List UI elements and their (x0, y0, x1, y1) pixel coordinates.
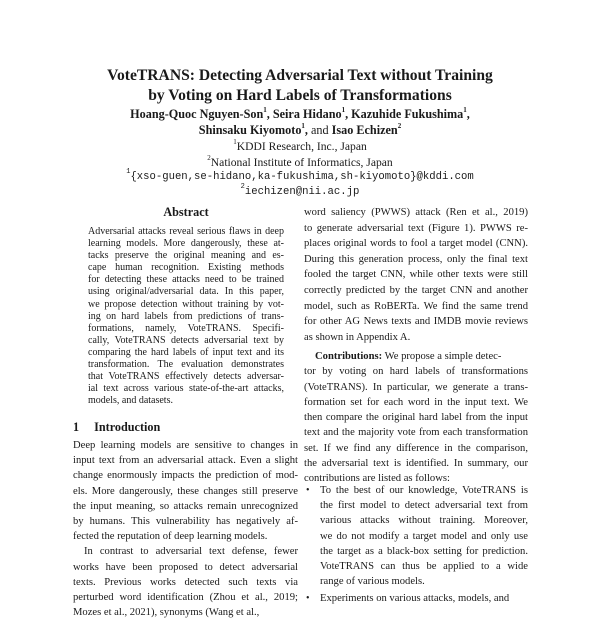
affiliation-text: National Institute of Informatics, Japan (210, 155, 393, 169)
text-line: perturbed word identification (Zhou et al., 2019; (73, 592, 298, 604)
text-line: els. More dangerously, these changes still preserve (73, 485, 298, 497)
affiliation-text: KDDI Research, Inc., Japan (236, 140, 367, 153)
text-line: tacks preserve the original meaning and es- (88, 250, 284, 262)
text-line: learning models. More dangerously, these at- (88, 238, 284, 250)
aff-mark: 1 (301, 122, 305, 130)
text-line: In contrast to adversarial text defense, fewer (84, 546, 298, 558)
aff-mark: 2 (397, 122, 402, 130)
text-line: Deep learning models are sensitive to changes in (73, 440, 298, 451)
author-line: Hoang-Quoc Nguyen-Son$^1$, Seira Hidano$^1$, Kazuhide Fukushima$^1$, (130, 106, 470, 121)
text-line: correctly predicted by the target CNN and another (304, 284, 528, 296)
text-line: fooled the target CNN, while other texts were still (304, 269, 528, 281)
run-in-heading: Contributions: (315, 351, 383, 362)
text-line: word saliency (PWWS) attack (Ren et al., 2019) (304, 207, 528, 218)
text-line: VoteTRANS can thus be applied to a wide (320, 561, 528, 573)
text-line: by humans. This vulnerability has negatively af- (73, 516, 298, 528)
text-line: for other AG News texts and IMDB movie reviews (304, 316, 528, 328)
abstract-body (88, 226, 284, 407)
text-line: tor by voting on hard labels of transformations (304, 366, 528, 378)
text-line: range of various models. (320, 576, 425, 588)
text-line: formations, namely, VoteTRANS. Specifi- (88, 322, 284, 334)
right-column-paragraph (304, 205, 528, 345)
text-line: models, and datasets. (88, 395, 173, 407)
author-name: Seira Hidano (272, 107, 342, 121)
bullet-marker: • (306, 485, 310, 496)
text-line: To the best of our knowledge, VoteTRANS is (320, 485, 528, 496)
text-line: we do not modify a target model and only use (320, 530, 528, 542)
and-word: and (311, 123, 329, 137)
title-line: by Voting on Hard Labels of Transformations (148, 87, 452, 104)
section-number: 1 (73, 420, 80, 434)
text-line: formation set for each word in the input text. We (304, 396, 528, 408)
text-line: as shown in Appendix A. (304, 331, 411, 343)
author-line: Shinsaku Kiyomoto$^1$, and Isao Echizen$^2$ (198, 122, 402, 137)
aff-mark: 2 (240, 183, 245, 191)
bullet-marker: • (306, 593, 310, 604)
text-line: the input meaning, so attacks remain unrecognized (73, 500, 298, 512)
text-line: set. If we find any difference in the comparison, (304, 442, 528, 454)
text-line: using original/adversarial data. In this paper, (88, 286, 284, 298)
text-line: model, such as RoBERTa. We find the same trend (304, 300, 528, 312)
text-line: various attacks without training. Moreover, (320, 515, 528, 527)
section-title: Introduction (94, 420, 161, 434)
text-line: the adversarial text is identified. In summary, our (304, 458, 528, 470)
introduction-body (73, 438, 298, 620)
text-line: Experiments on various attacks, models, and (320, 593, 510, 604)
affiliation (0, 155, 600, 171)
text-line: During this generation process, only the final text (304, 253, 528, 265)
text-line: we propose detection without training by vot- (88, 298, 284, 310)
author-name: Kazuhide Fukushima (351, 107, 464, 121)
text-line: Adversarial attacks reveal serious flaws in deep (88, 226, 284, 237)
text-line: contributions are listed as follows: (304, 473, 450, 485)
author-name: Isao Echizen (331, 123, 398, 137)
aff-mark: 1 (463, 106, 467, 114)
text-line: comparing the hard labels of input text and its (88, 346, 284, 358)
text-line: fected the reputation of deep learning models. (73, 531, 268, 543)
abstract-heading: Abstract (163, 205, 209, 219)
bullet-item (320, 591, 528, 606)
text-line: texts. Previous works detected such texts via (73, 576, 298, 588)
section-heading-introduction (73, 420, 160, 435)
contributions-paragraph (304, 349, 528, 487)
email (0, 170, 600, 185)
email-text: {xso-guen,se-hidano,ka-fukushima,sh-kiyomoto}@kddi.com (130, 171, 474, 183)
text-line: cally, VoteTRANS detects adversarial text by (88, 334, 284, 346)
email-text: iechizen@nii.ac.jp (244, 186, 360, 198)
text-line: transformation. The evaluation demonstrates (88, 359, 284, 371)
text-line: (VoteTRANS). In particular, we generate a trans- (304, 381, 528, 393)
emails (0, 170, 600, 200)
text-line: the target as a black-box setting for prediction. (320, 545, 528, 557)
aff-mark: 1 (263, 106, 267, 114)
aff-mark: 1 (341, 106, 346, 114)
text-line: then compare the original hard label from the input (304, 412, 528, 424)
text-line: ing on hard labels from predictions of trans- (88, 310, 284, 322)
text-line (304, 349, 528, 364)
text-line: text and the majority vote from each transformation (304, 427, 528, 439)
text-line: cape human recognition. Existing methods (88, 262, 284, 274)
author-name: Shinsaku Kiyomoto (198, 123, 302, 137)
text-line: Mozes et al., 2021), synonyms (Wang et al., (73, 607, 260, 619)
author-list (0, 106, 600, 138)
text-line: works have been proposed to detect adversarial (73, 561, 298, 573)
text-line: to generate adversarial text (Figure 1). PWWS re- (304, 222, 528, 234)
author-name: Hoang-Quoc Nguyen-Son (130, 107, 264, 121)
aff-mark: 2 (207, 153, 211, 162)
aff-mark: 1 (126, 168, 131, 176)
email (0, 185, 600, 200)
text-line: input text from an adversarial attack. Even a slight (73, 455, 298, 467)
text-line: that VoteTRANS effectively detects adversar- (88, 371, 284, 383)
line-text: We propose a simple detec- (382, 351, 502, 362)
affiliation (0, 139, 600, 155)
aff-mark: 1 (233, 138, 237, 146)
text-line: change enormously impacts the prediction of mod- (73, 470, 298, 482)
paper-title (0, 66, 600, 106)
affiliations (0, 139, 600, 170)
title-line: VoteTRANS: Detecting Adversarial Text without Training (107, 67, 493, 84)
bullet-item (320, 483, 528, 589)
text-line: the first model to detect adversarial text from (320, 500, 528, 512)
text-line: places original words to fool a target model (CNN). (304, 238, 528, 250)
text-line: ial text across various state-of-the-art attacks, (88, 383, 284, 395)
text-line: for detecting these attacks need to be trained (88, 274, 284, 286)
